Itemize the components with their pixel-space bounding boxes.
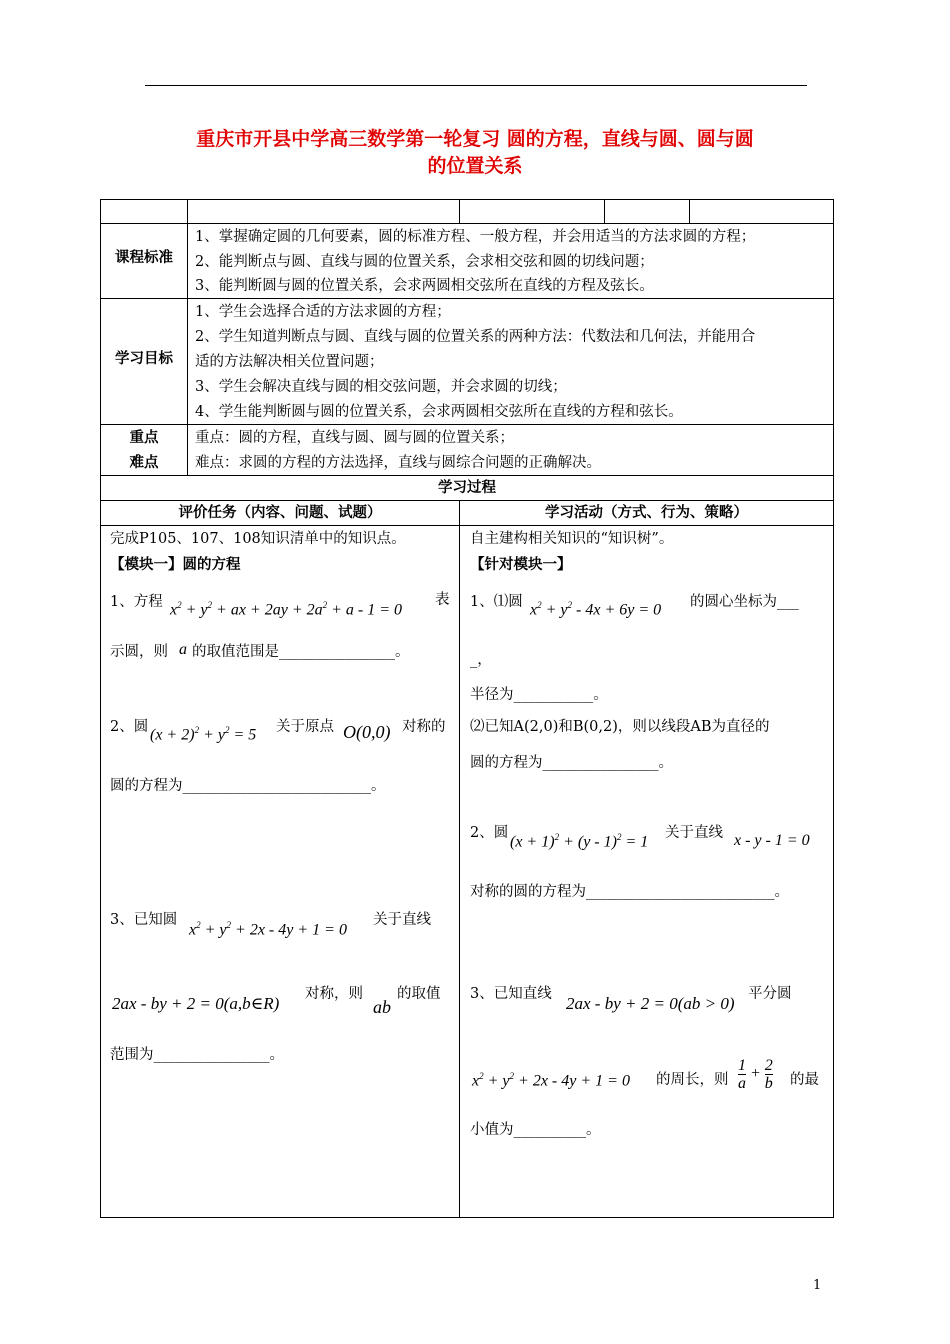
- left-q3-line3: 范围为________________。: [110, 1047, 284, 1063]
- left-q1-variable: a: [179, 641, 187, 658]
- page-title-line2: 的位置关系: [427, 155, 523, 177]
- info-row-cell: [604, 199, 690, 224]
- difficult-point-label: 难点: [129, 455, 159, 471]
- fraction-2-over-b: $\frac{2}{b}$: [764, 1057, 773, 1092]
- right-q3-suffix2: 的最: [790, 1072, 819, 1088]
- right-q2-line: x - y - 1 = 0: [734, 832, 810, 849]
- left-q1-line2-a: 示圆，则: [110, 644, 168, 660]
- right-q3-equation: 2ax - by + 2 = 0(ab > 0): [566, 994, 735, 1013]
- right-q1-line3: 半径为___________。: [470, 687, 608, 703]
- learning-goal-item: 适的方法解决相关位置问题；: [195, 354, 384, 370]
- left-q3-suffix: 关于直线: [373, 912, 431, 928]
- right-module-title: 【针对模块一】: [470, 557, 572, 573]
- left-q2-line2: 圆的方程为__________________________。: [110, 778, 386, 794]
- course-standard-item: 3、能判断圆与圆的位置关系，会求两圆相交弦所在直线的方程及弦长。: [195, 278, 654, 294]
- key-point-text: 重点：圆的方程，直线与圆、圆与圆的位置关系；: [195, 430, 514, 446]
- left-intro: 完成P105、107、108知识清单中的知识点。: [110, 531, 406, 547]
- left-module-title: 【模块一】圆的方程: [110, 557, 241, 573]
- right-q1-line2: _，: [470, 652, 492, 668]
- right-q3-fraction-expr: [738, 1057, 773, 1092]
- info-row-cell: [187, 199, 460, 224]
- info-row-cell: [689, 199, 834, 224]
- right-q3-line3: 小值为__________。: [470, 1122, 601, 1138]
- left-q3-mid: 对称，则: [305, 986, 363, 1002]
- learning-goal-item: 4、学生能判断圆与圆的位置关系，会求两圆相交弦所在直线的方程和弦长。: [195, 404, 683, 420]
- left-q1-line2-b: 的取值范围是________________。: [192, 644, 410, 660]
- left-content-cell: [100, 525, 460, 1218]
- right-content-cell: [459, 525, 834, 1218]
- info-row-cell: [100, 199, 188, 224]
- learning-goal-item: 1、学生会选择合适的方法求圆的方程；: [195, 304, 451, 320]
- left-q3-suffix2: 的取值: [397, 986, 441, 1002]
- key-point-label: 重点: [129, 430, 159, 446]
- right-column-header: 学习活动（方式、行为、策略）: [545, 505, 748, 521]
- right-q3-suffix: 平分圆: [748, 986, 792, 1002]
- left-q2-point: O(0,0): [343, 722, 391, 742]
- learning-goals-label: 学习目标: [115, 351, 173, 367]
- right-q1-prefix: 1、⑴圆: [470, 594, 523, 610]
- right-q1b-line2: 圆的方程为________________。: [470, 755, 673, 771]
- page-title: 重庆市开县中学高三数学第一轮复习 圆的方程，直线与圆、圆与圆: [196, 128, 754, 150]
- left-q2-suffix: 对称的: [402, 719, 446, 735]
- process-header: 学习过程: [438, 480, 496, 496]
- left-q3-variable: ab: [373, 997, 391, 1017]
- left-q2-mid: 关于原点: [276, 719, 334, 735]
- course-standard-item: 1、掌握确定圆的几何要素，圆的标准方程、一般方程，并会用适当的方法求圆的方程；: [195, 229, 756, 245]
- info-row-cell: [459, 199, 605, 224]
- left-q1-suffix: 表: [435, 592, 450, 608]
- left-q2-prefix: 2、圆: [110, 719, 149, 735]
- right-q3-mid: 的周长，则: [656, 1072, 729, 1088]
- difficult-point-text: 难点：求圆的方程的方法选择，直线与圆综合问题的正确解决。: [195, 455, 601, 471]
- right-q1-equation: $x^2 + y^2 - 4x + 6y = 0$: [530, 600, 662, 619]
- left-q1-prefix: 1、方程: [110, 594, 163, 610]
- learning-goal-item: 3、学生会解决直线与圆的相交弦问题，并会求圆的切线；: [195, 379, 567, 395]
- right-q2-mid: 关于直线: [665, 825, 723, 841]
- page-number: 1: [813, 1278, 822, 1293]
- plus-sign: +: [750, 1065, 761, 1083]
- left-q3-line-equation: 2ax - by + 2 = 0(a,b∈R): [112, 994, 280, 1013]
- course-standard-item: 2、能判断点与圆、直线与圆的位置关系，会求相交弦和圆的切线问题；: [195, 254, 654, 270]
- right-q2-prefix: 2、圆: [470, 825, 509, 841]
- right-q2-equation: $(x + 1)^2 + (y - 1)^2 = 1$: [510, 832, 649, 851]
- left-q3-prefix: 3、已知圆: [110, 912, 178, 928]
- right-intro: 自主建构相关知识的“知识树”。: [470, 531, 674, 547]
- right-q3-prefix: 3、已知直线: [470, 986, 552, 1002]
- fraction-1-over-a: $\frac{1}{a}$: [738, 1057, 746, 1092]
- right-q2-line2: 对称的圆的方程为__________________________。: [470, 884, 789, 900]
- left-q3-equation: $x^2 + y^2 + 2x - 4y + 1 = 0$: [189, 920, 347, 939]
- learning-goal-item: 2、学生知道判断点与圆、直线与圆的位置关系的两种方法：代数法和几何法，并能用合: [195, 329, 756, 345]
- right-q1b: ⑵已知A(2,0)和B(0,2)，则以线段AB为直径的: [470, 719, 770, 735]
- left-q2-equation: $(x + 2)^2 + y^2 = 5$: [150, 725, 257, 744]
- left-q1-equation: $x^2 + y^2$ + ax + $2ay + 2a^2 + a - 1 = 0$: [170, 600, 403, 619]
- course-standard-label: 课程标准: [115, 250, 173, 266]
- left-column-header: 评价任务（内容、问题、试题）: [178, 505, 382, 521]
- right-q1-suffix: 的圆心坐标为___: [690, 594, 799, 610]
- right-q3-circle: $x^2 + y^2 + 2x - 4y + 1 = 0$: [472, 1071, 630, 1090]
- header-rule: [145, 85, 807, 86]
